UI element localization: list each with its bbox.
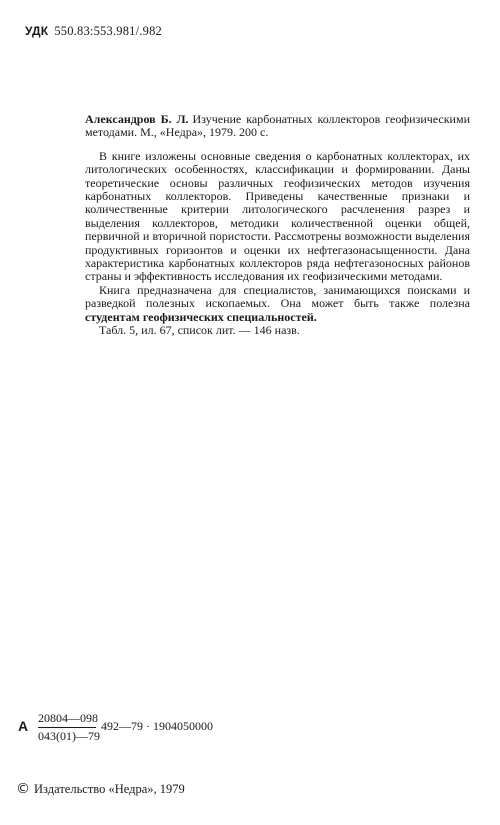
annotation-paragraph-summary: В книге изложены основные сведения о карбонатных коллекторах, их литологических особенностях, классификации и формировании. Даны теоретические основы различных геофизических методов изучения карбонатных коллекторов. Приведены качественные признаки и количественные критерии литологического расчленения разрез и выделения коллекторов, методики количественной оценки общей, первичной и вторичной пористости. Рассмотрены возможности выделения продуктивных горизонтов и оценки их нефтегазонасыщенности. Дана характеристика карбонатных коллекторов ряда нефтегазоносных районов страны и эффективность исследования их геофизическими методами.: [85, 148, 470, 284]
udk-label: УДК: [25, 24, 49, 38]
udk-line: [25, 24, 162, 39]
index-letter: А: [18, 718, 29, 734]
copyright-icon: ©: [16, 781, 30, 797]
index-code: 492—79 · 1904050000: [101, 719, 213, 733]
book-citation: Изучение карбонатных коллекторов геофизическими методами. М., «Недра», 1979. 200 с.: [85, 112, 470, 140]
audience-students: студентам геофизических специальностей.: [85, 309, 317, 324]
author-name: Александров Б. Л.: [85, 112, 189, 126]
index-denominator: 043(01)—79: [38, 729, 100, 743]
udk-code: 550.83:553.981/.982: [54, 24, 162, 38]
bibliographic-record: [85, 113, 470, 140]
index-fraction: [38, 711, 100, 744]
audience-text: Книга предназначена для специалистов, занимающихся поисками и разведкой полезных ископаемых. Она может быть также полезна: [85, 282, 470, 311]
copyright-line: [16, 781, 185, 797]
index-numerator: 20804—098: [38, 711, 96, 728]
annotation-block: [85, 113, 470, 338]
copyright-text: Издательство «Недра», 1979: [34, 782, 185, 796]
annotation-stats: Табл. 5, ил. 67, список лит. — 146 назв.: [99, 323, 300, 338]
annotation-paragraph-audience: [85, 284, 470, 324]
